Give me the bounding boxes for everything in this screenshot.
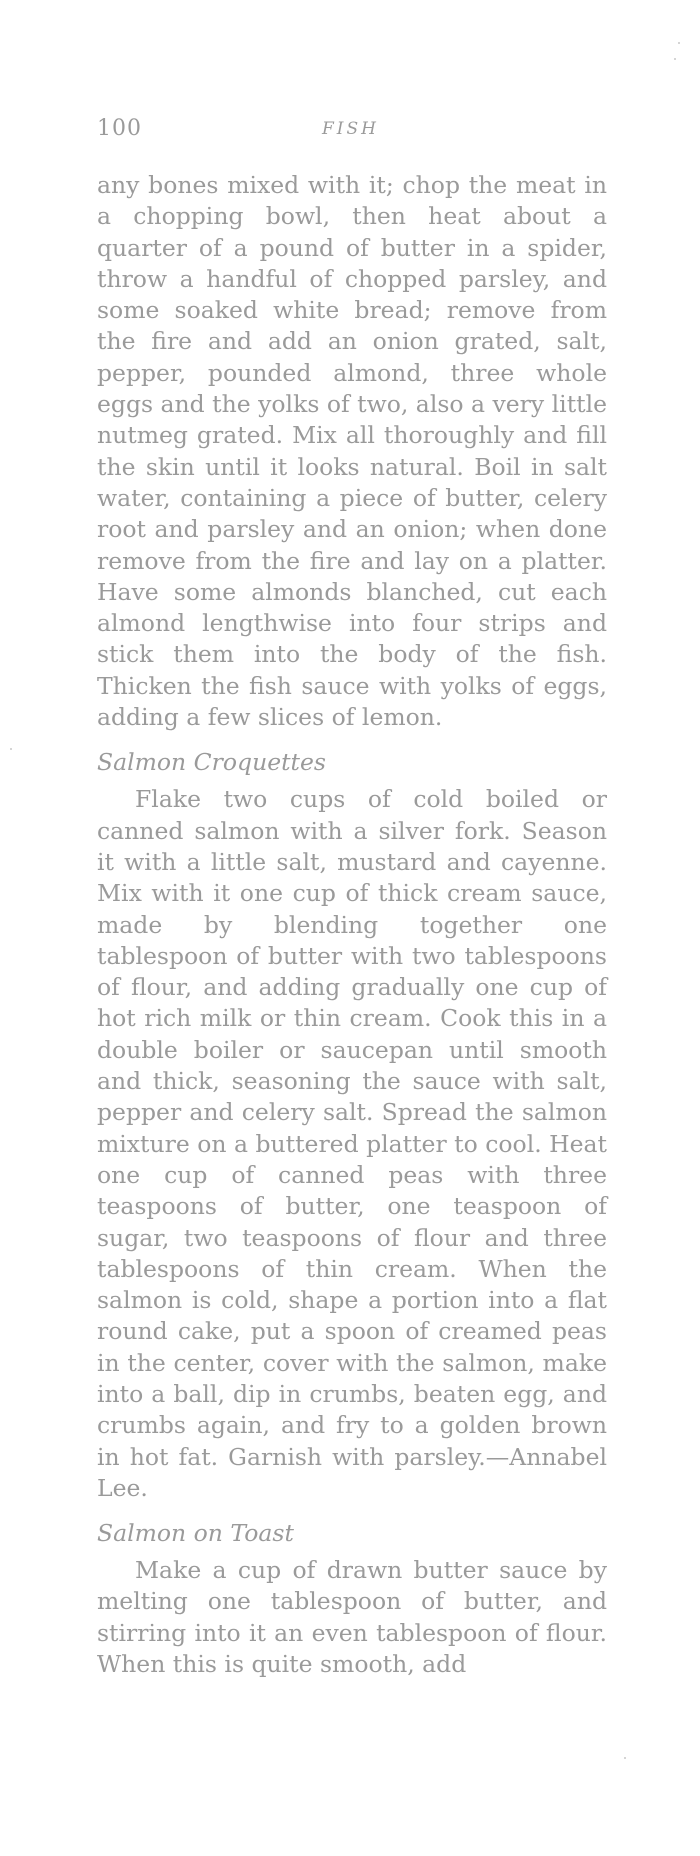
section-heading-salmon-on-toast: Salmon on Toast — [97, 1519, 294, 1548]
body-text — [97, 170, 607, 1680]
running-head: FISH — [322, 119, 379, 139]
scan-speck — [10, 748, 12, 750]
scan-speck — [624, 1757, 626, 1759]
paragraph-salmon-croquettes: Flake two cups of cold boiled or canned salmon with a silver fork. Season it with a little salt, mustard and cayenne. Mix with it one cup of thick cream sauce, made by blending together one tablespoon of butter with two tablespoons of flour, and adding gradually one cup of hot rich milk or thin cream. Cook this in a double boiler or saucepan until smooth and thick, seasoning the sauce with salt, pepper and celery salt. Spread the salmon mixture on a buttered platter to cool. Heat one cup of canned peas with three teaspoons of butter, one teaspoon of sugar, two teaspoons of flour and three tablespoons of thin cream. When the salmon is cold, shape a portion into a flat round cake, put a spoon of creamed peas in the center, cover with the salmon, make into a ball, dip in crumbs, beaten egg, and crumbs again, and fry to a golden brown in hot fat. Garnish with parsley.—Annabel Lee. — [97, 785, 608, 1502]
scan-speck — [678, 42, 680, 44]
page-number: 100 — [97, 116, 142, 141]
scan-speck — [674, 58, 676, 60]
paragraph-continued: any bones mixed with it; chop the meat in a chopping bowl, then heat about a quarter of a pound of butter in a spider, throw a handful of chopped parsley, and some soaked white bread; remove from the fire and add an onion grated, salt, pepper, pounded almond, three whole eggs and the yolks of two, also a very little nutmeg grated. Mix all thoroughly and fill the skin until it looks natural. Boil in salt water, containing a piece of butter, celery root and parsley and an onion; when done remove from the fire and lay on a platter. Have some almonds blanched, cut each almond lengthwise into four strips and stick them into the body of the fish. Thicken the fish sauce with yolks of eggs, adding a few slices of lemon. — [97, 171, 608, 732]
page-header — [97, 116, 607, 148]
paragraph-salmon-on-toast: Make a cup of drawn butter sauce by melting one tablespoon of butter, and stirring into it an even tablespoon of flour. When this is quite smooth, add — [97, 1556, 607, 1679]
section-heading-salmon-croquettes: Salmon Croquettes — [97, 748, 326, 777]
